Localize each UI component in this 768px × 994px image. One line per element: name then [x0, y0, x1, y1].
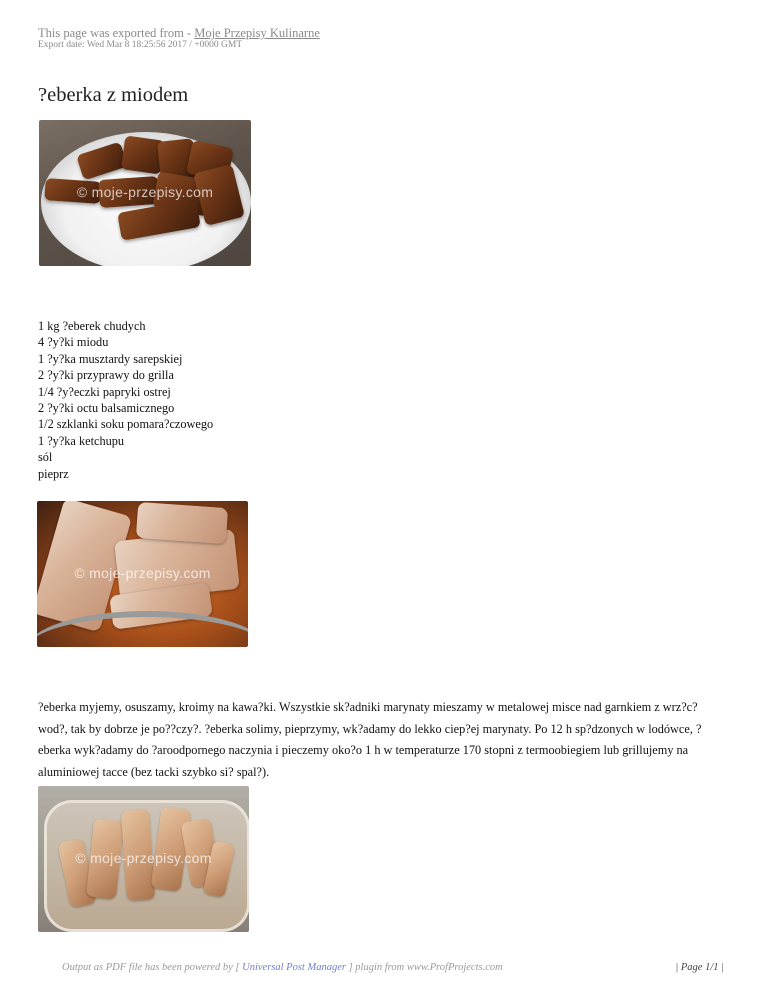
photo-marinating-ribs	[37, 501, 248, 647]
export-source-line	[38, 26, 320, 40]
ingredient-item: 1 kg ?eberek chudych	[38, 319, 146, 333]
ingredient-item: 2 ?y?ki przyprawy do grilla	[38, 368, 174, 383]
photo-ribs-in-dish	[38, 786, 249, 932]
photo-cooked-ribs	[39, 120, 251, 266]
page-number: | Page 1/1 |	[675, 962, 724, 973]
photo-watermark: © moje-przepisy.com	[75, 850, 212, 866]
site-link[interactable]: Moje Przepisy Kulinarne	[194, 26, 320, 40]
instructions-text: ?eberka myjemy, osuszamy, kroimy na kawa?ki. Wszystkie sk?adniki marynaty mieszamy w metalowej misce nad garnkiem z wrz?c? wod?, tak by dobrze je po??czy?. ?eberka solimy, pieprzymy, wk?adamy do lekko ciep?ej marynaty. Po 12 h sp?dzonych w lodówce, ?eberka wyk?adamy do ?aroodpornego naczynia i pieczemy oko?o 1 h w temperaturze 170 stopni z termoobiegiem lub grillujemy na aluminiowej tacce (bez tacki szybko si? spal?).	[38, 700, 702, 779]
ingredient-item: 1/2 szklanki soku pomara?czowego	[38, 417, 214, 432]
ingredient-item: 4 ?y?ki miodu	[38, 335, 109, 350]
ingredient-item: sól	[38, 450, 53, 465]
export-header	[38, 26, 320, 51]
photo-watermark: © moje-przepisy.com	[76, 184, 214, 200]
footer-suffix: ] plugin from www.ProfProjects.com	[345, 962, 503, 973]
recipe-title: ?eberka z miodem	[38, 84, 189, 106]
export-prefix: This page was exported from -	[38, 26, 195, 40]
footer-prefix: Output as PDF file has been powered by [	[62, 962, 243, 973]
ingredient-item: 2 ?y?ki octu balsamicznego	[38, 401, 175, 416]
ingredient-list	[38, 318, 213, 482]
ingredient-item: 1 ?y?ka ketchupu	[38, 433, 125, 448]
photo-watermark: © moje-przepisy.com	[74, 565, 211, 581]
ingredient-item: pieprz	[38, 466, 69, 481]
pdf-footer	[62, 962, 503, 973]
ingredient-item: 1 ?y?ka musztardy sarepskiej	[38, 351, 183, 366]
plugin-link[interactable]: Universal Post Manager	[242, 962, 346, 973]
ingredient-item: 1/4 ?y?eczki papryki ostrej	[38, 384, 171, 399]
export-date: Export date: Wed Mar 8 18:25:56 2017 / +0000 GMT	[38, 40, 243, 50]
